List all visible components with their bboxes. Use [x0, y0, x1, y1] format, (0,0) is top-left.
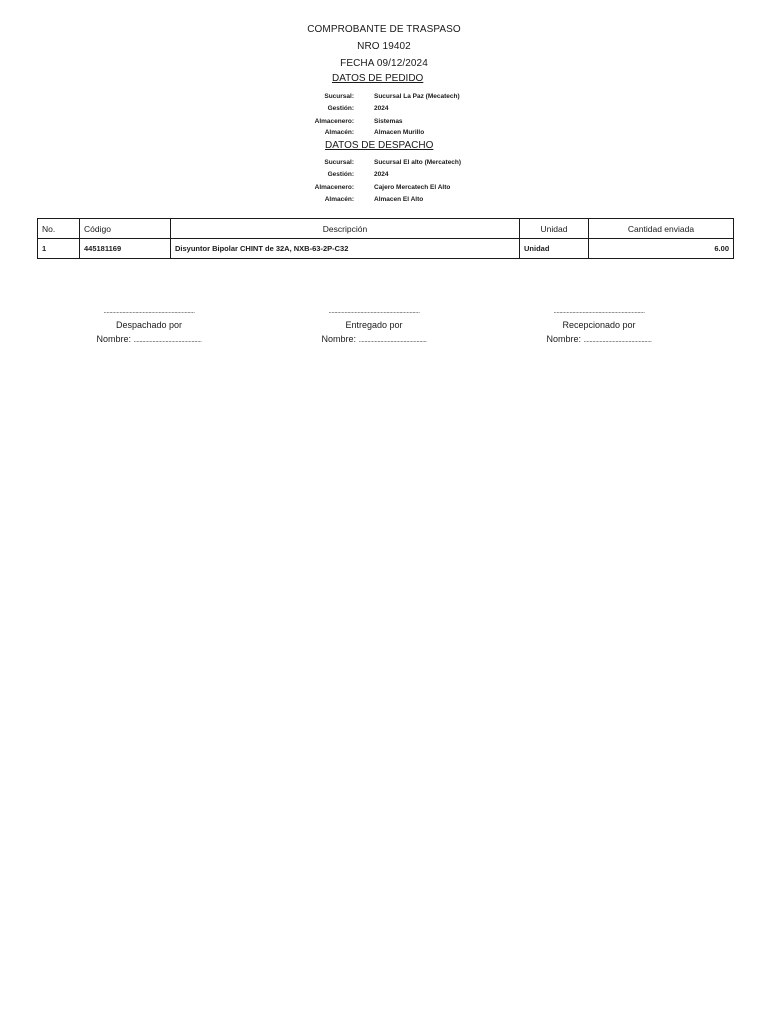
document-number: NRO 19402 [357, 41, 411, 52]
cell-descripcion: Disyuntor Bipolar CHINT de 32A, NXB-63-2P-C32 [171, 239, 520, 259]
signature-despachado [69, 306, 229, 348]
despacho-field-gestion [0, 171, 768, 181]
signature-name-line [69, 332, 229, 348]
field-value: 2024 [374, 105, 389, 112]
despacho-field-sucursal [0, 159, 768, 169]
signature-role: Recepcionado por [562, 320, 636, 330]
field-label: Sucursal: [324, 159, 354, 166]
field-value: Cajero Mercatech El Alto [374, 184, 451, 191]
signature-role: Despachado por [115, 320, 183, 330]
column-header-codigo: Código [80, 219, 171, 239]
name-label: Nombre: [321, 334, 357, 344]
field-label: Gestión: [327, 105, 354, 112]
signature-entregado [294, 306, 454, 348]
signature-line: ............................................................... [328, 308, 420, 315]
field-value: Almacen El Alto [374, 196, 424, 203]
field-value: Sucursal El alto (Mercatech) [374, 159, 462, 166]
table-header-row [38, 219, 734, 239]
signature-line: ............................................................... [553, 308, 645, 315]
signature-role: Entregado por [345, 320, 403, 330]
column-header-descripcion: Descripción [171, 219, 520, 239]
name-dots: ............................................... [358, 337, 427, 344]
column-header-no: No. [38, 219, 80, 239]
field-label: Almacenero: [314, 184, 354, 191]
name-label: Nombre: [546, 334, 582, 344]
pedido-field-almacen [0, 129, 768, 139]
signature-recepcionado [519, 306, 679, 348]
pedido-field-gestion [0, 105, 768, 115]
field-value: Almacen Murillo [374, 129, 425, 136]
document-date: FECHA 09/12/2024 [340, 58, 428, 69]
column-header-unidad: Unidad [520, 219, 589, 239]
name-dots: ............................................... [133, 337, 202, 344]
field-label: Sucursal: [324, 93, 354, 100]
field-label: Almacenero: [314, 118, 354, 125]
pedido-field-sucursal [0, 93, 768, 103]
despacho-field-almacenero [0, 184, 768, 194]
column-header-cantidad: Cantidad enviada [589, 219, 734, 239]
signature-name-line [519, 332, 679, 348]
cell-cantidad: 6.00 [589, 239, 734, 259]
items-table [37, 218, 734, 259]
field-value: Sucursal La Paz (Mecatech) [374, 93, 460, 100]
cell-no: 1 [38, 239, 80, 259]
field-label: Gestión: [327, 171, 354, 178]
signature-name-line [294, 332, 454, 348]
cell-unidad: Unidad [520, 239, 589, 259]
name-label: Nombre: [96, 334, 132, 344]
field-label: Almacén: [324, 196, 354, 203]
cell-codigo: 445181169 [80, 239, 171, 259]
field-value: 2024 [374, 171, 389, 178]
field-value: Sistemas [374, 118, 403, 125]
despacho-field-almacen [0, 196, 768, 206]
signature-line: ............................................................... [103, 308, 195, 315]
pedido-field-almacenero [0, 118, 768, 128]
table-row [38, 239, 734, 259]
despacho-section-title: DATOS DE DESPACHO [325, 140, 434, 151]
document-title: COMPROBANTE DE TRASPASO [307, 24, 461, 35]
pedido-section-title: DATOS DE PEDIDO [332, 73, 424, 84]
name-dots: ............................................... [583, 337, 652, 344]
field-label: Almacén: [324, 129, 354, 136]
